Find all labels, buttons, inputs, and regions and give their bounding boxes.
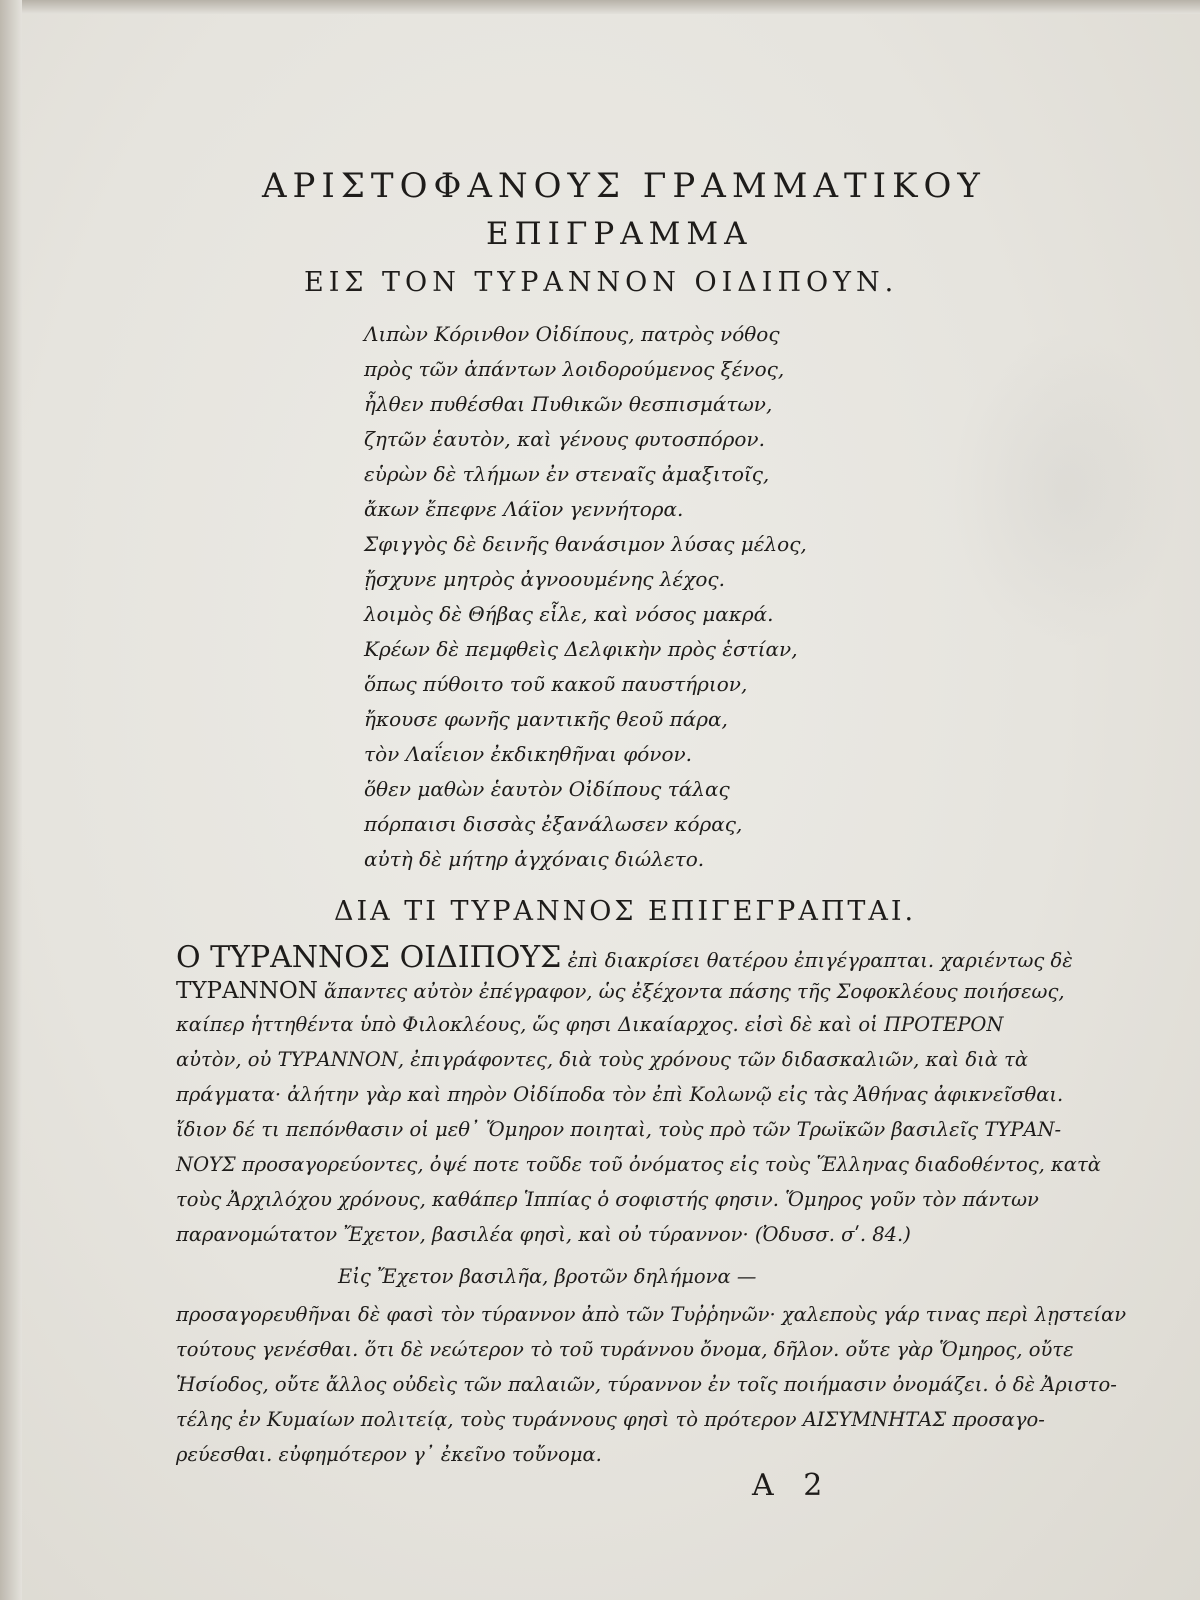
poem-line: λοιμὸς δὲ Θήβας εἷλε, καὶ νόσος μακρά.	[364, 602, 774, 626]
prose-text: καίπερ ἡττηθέντα ὑπὸ Φιλοκλέους, ὥς φησι Δικαίαρχος. εἰσὶ δὲ καὶ οἱ ΠΡΟΤΕΡΟΝ	[176, 1013, 1004, 1036]
poem-line: ἤκουσε φωνῆς μαντικῆς θεοῦ πάρα,	[364, 707, 728, 731]
prose-line	[176, 1153, 1101, 1176]
prose-line	[176, 1188, 1039, 1211]
poem-line: ζητῶν ἑαυτὸν, καὶ γένους φυτοσπόρον.	[364, 427, 765, 451]
title-line-2: ΕΠΙΓΡΑΜΜΑ	[486, 216, 753, 252]
prose-line	[176, 1013, 1003, 1036]
prose-text: ἐπὶ διακρίσει θατέρου ἐπιγέγραπται. χαριέντως δὲ	[561, 949, 1073, 972]
poem-line: ἦλθεν πυθέσθαι Πυθικῶν θεσπισμάτων,	[364, 392, 773, 416]
prose-line: προσαγορευθῆναι δὲ φασὶ τὸν τύραννον ἀπὸ τῶν Τυῤῥηνῶν· χαλεποὺς γάρ τινας περὶ λῃστείαν	[176, 1303, 1127, 1326]
prose-text: παρανομώτατον Ἔχετον, βασιλέα φησὶ, καὶ οὐ τύραννον· (Ὀδυσσ. σʹ. 84.)	[176, 1223, 911, 1246]
prose-line: ρεύεσθαι. εὐφημότερον γ᾽ ἐκεῖνο τοὔνομα.	[176, 1443, 602, 1466]
title-line-3: ΕΙΣ ΤΟΝ ΤΥΡΑΝΝΟΝ ΟΙΔΙΠΟΥΝ.	[304, 267, 899, 298]
prose-text: αὐτὸν, οὐ ΤΥΡΑΝΝΟΝ, ἐπιγράφοντες, διὰ τοὺς χρόνους τῶν διδασκαλιῶν, καὶ διὰ τὰ	[176, 1048, 1029, 1071]
prose-line	[176, 940, 1073, 975]
poem-line: αὐτὴ δὲ μήτηρ ἀγχόναις διώλετο.	[364, 847, 705, 871]
prose-line	[176, 1223, 911, 1246]
poem-line: πόρπαισι δισσὰς ἐξανάλωσεν κόρας,	[364, 812, 743, 836]
poem-line: Κρέων δὲ πεμφθεὶς Δελφικὴν πρὸς ἑστίαν,	[364, 637, 798, 661]
prose-line: τούτους γενέσθαι. ὅτι δὲ νεώτερον τὸ τοῦ τυράννου ὄνομα, δῆλον. οὔτε γὰρ Ὅμηρος, οὔτε	[176, 1338, 1074, 1361]
prose-text: ἴδιον δέ τι πεπόνθασιν οἱ μεθ᾽ Ὅμηρον ποιηταὶ, τοὺς πρὸ τῶν Τρωϊκῶν βασιλεῖς ΤΥΡΑΝ-	[176, 1118, 1062, 1141]
prose-line: τέλης ἐν Κυμαίων πολιτείᾳ, τοὺς τυράννους φησὶ τὸ πρότερον ΑΙΣΥΜΝΗΤΑΣ προσαγο-	[176, 1408, 1045, 1431]
prose-line: Ἡσίοδος, οὔτε ἄλλος οὐδεὶς τῶν παλαιῶν, τύραννον ἐν τοῖς ποιήμασιν ὀνομάζει. ὁ δὲ Ἀριστο-	[176, 1373, 1117, 1396]
signature-mark: Α 2	[752, 1468, 833, 1503]
prose-line	[176, 978, 1065, 1004]
prose-caps: Ο ΤΥΡΑΝΝΟΣ ΟΙΔΙΠΟΥΣ	[176, 940, 562, 975]
quoted-verse: Εἰς Ἔχετον βασιλῆα, βροτῶν δηλήμονα —	[338, 1265, 757, 1288]
prose-text: τοὺς Ἀρχιλόχου χρόνους, καθάπερ Ἱππίας ὁ σοφιστής φησιν. Ὅμηρος γοῦν τὸν πάντων	[176, 1188, 1039, 1211]
show-through-bleed	[950, 330, 1180, 650]
prose-text: πράγματα· ἀλήτην γὰρ καὶ πηρὸν Οἰδίποδα τὸν ἐπὶ Κολωνῷ εἰς τὰς Ἀθήνας ἀφικνεῖσθαι.	[176, 1083, 1064, 1106]
poem-line: πρὸς τῶν ἁπάντων λοιδορούμενος ξένος,	[364, 357, 785, 381]
poem-line: Λιπὼν Κόρινθον Οἰδίπους, πατρὸς νόθος	[364, 322, 780, 346]
poem-line: Σφιγγὸς δὲ δεινῆς θανάσιμον λύσας μέλος,	[364, 532, 807, 556]
poem-line: εὑρὼν δὲ τλήμων ἐν στεναῖς ἀμαξιτοῖς,	[364, 462, 770, 486]
prose-line	[176, 1048, 1028, 1071]
page-gutter-edge	[0, 0, 22, 1600]
poem-line: ὅπως πύθοιτο τοῦ κακοῦ παυστήριον,	[364, 672, 748, 696]
prose-line	[176, 1118, 1061, 1141]
page-top-edge	[0, 0, 1200, 14]
poem-line: ἄκων ἔπεφνε Λάϊον γεννήτορα.	[364, 497, 684, 521]
poem-line: τὸν Λαΐειον ἐκδικηθῆναι φόνον.	[364, 742, 693, 766]
poem-line: ᾔσχυνε μητρὸς ἀγνοουμένης λέχος.	[364, 567, 725, 591]
poem-line: ὅθεν μαθὼν ἑαυτὸν Οἰδίπους τάλας	[364, 777, 730, 801]
title-line-1: ΑΡΙΣΤΟΦΑΝΟΥΣ ΓΡΑΜΜΑΤΙΚΟΥ	[262, 166, 986, 206]
prose-caps: ΤΥΡΑΝΝΟΝ	[176, 978, 318, 1004]
section-heading: ΔΙΑ ΤΙ ΤΥΡΑΝΝΟΣ ΕΠΙΓΕΓΡΑΠΤΑΙ.	[334, 896, 917, 927]
prose-line	[176, 1083, 1063, 1106]
prose-text: ΝΟΥΣ προσαγορεύοντες, ὀψέ ποτε τοῦδε τοῦ ὀνόματος εἰς τοὺς Ἕλληνας διαδοθέντος, κατὰ	[176, 1153, 1101, 1176]
prose-text: ἅπαντες αὐτὸν ἐπέγραφον, ὡς ἐξέχοντα πάσης τῆς Σοφοκλέους ποιήσεως,	[317, 980, 1065, 1003]
